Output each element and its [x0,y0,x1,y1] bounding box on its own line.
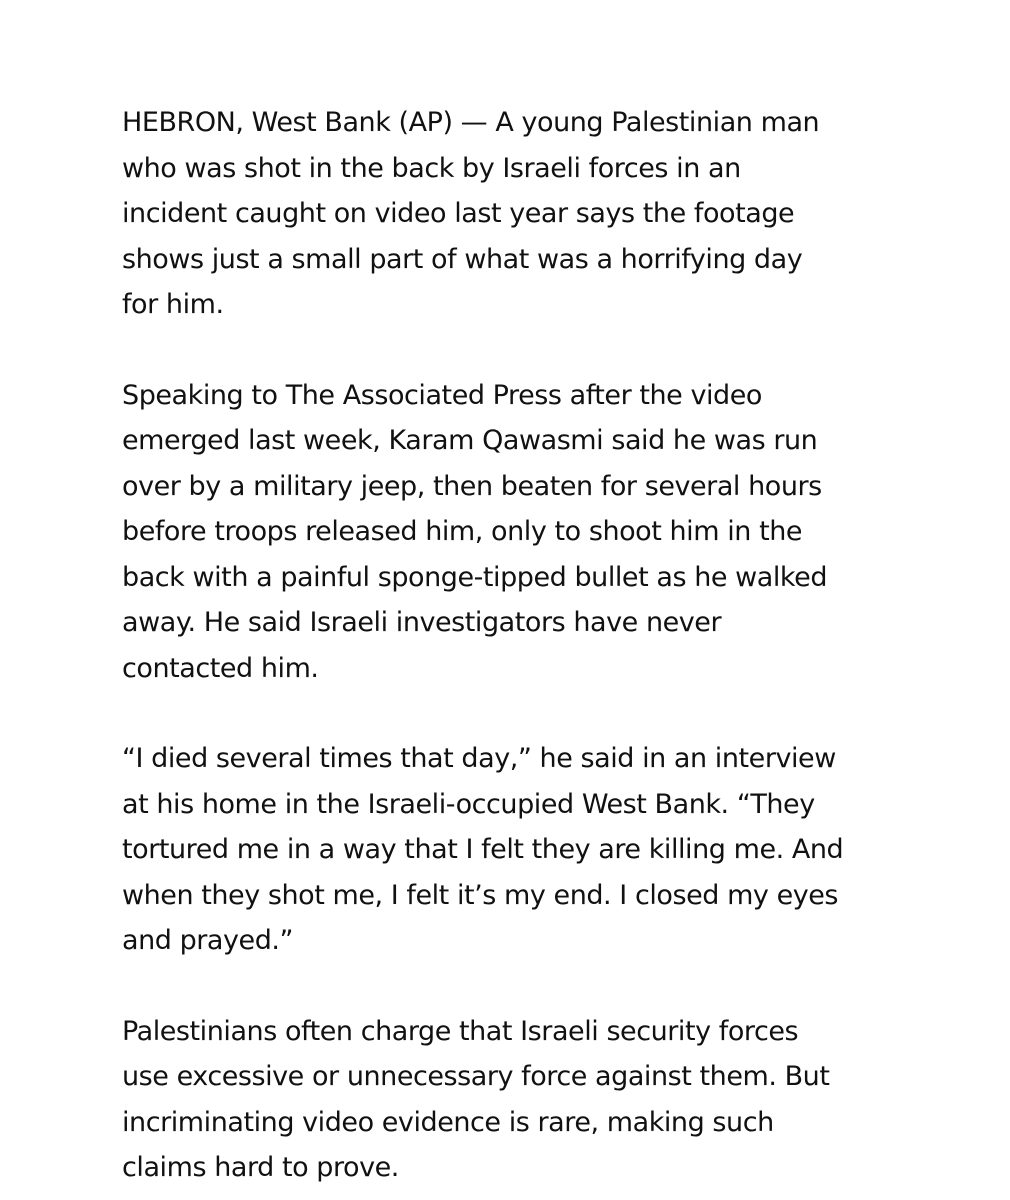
article-body [122,100,902,1191]
article-paragraph-4: Palestinians often charge that Israeli security forces use excessive or unnecessary force against them. But incriminating video evidence is rare, making such claims hard to prove. [122,1015,830,1183]
article-paragraph-2: Speaking to The Associated Press after the video emerged last week, Karam Qawasmi said he was run over by a military jeep, then beaten for several hours before troops released him, only to shoot him in the back with a painful sponge-tipped bullet as he walked away. He said Israeli investigators have never contacted him. [122,379,828,684]
article-paragraph-3: “I died several times that day,” he said in an interview at his home in the Israeli-occupied West Bank. “They tortured me in a way that I felt they are killing me. And when they shot me, I felt it’s my end. I closed my eyes and prayed.” [122,743,844,956]
article-paragraph-1: HEBRON, West Bank (AP) — A young Palestinian man who was shot in the back by Israeli forces in an incident caught on video last year says the footage shows just a small part of what was a horrifying day for him. [122,107,820,320]
